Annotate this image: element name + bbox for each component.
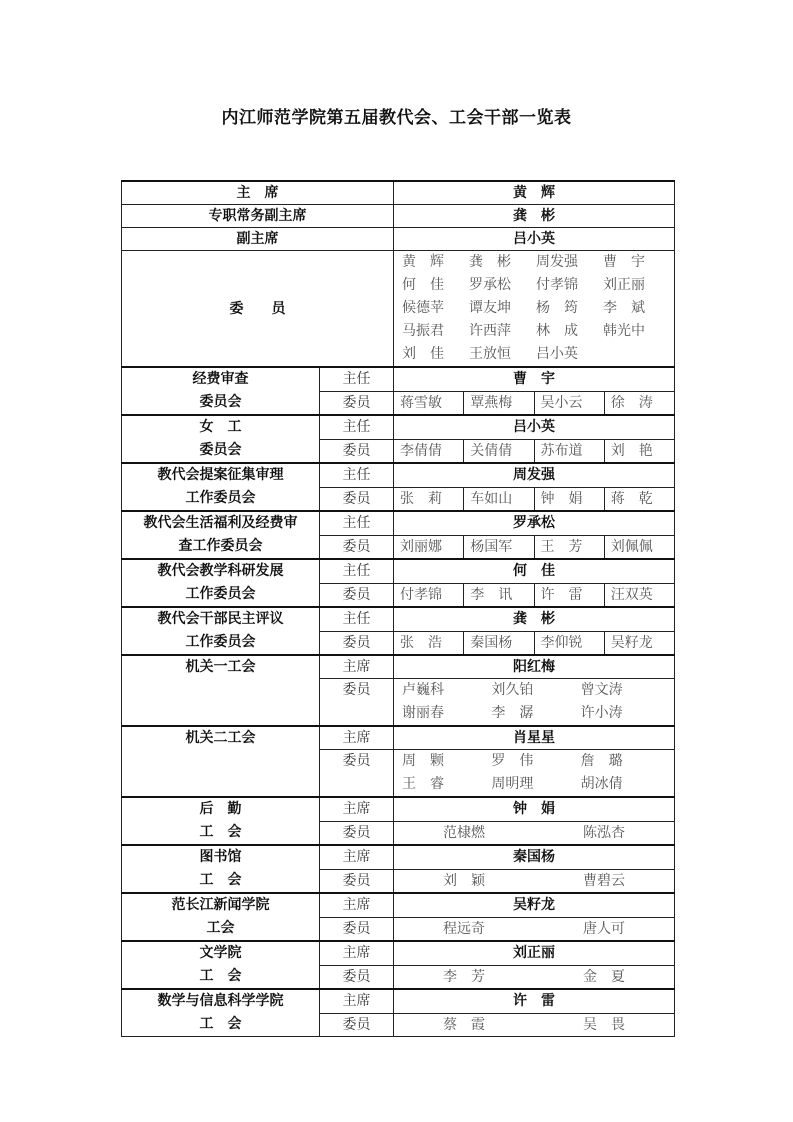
committee-members-cell [394, 535, 675, 559]
union-name: 机关一工会 [122, 655, 320, 726]
committee-name-line1: 教代会生活福利及经费审 [143, 515, 298, 531]
member-name: 刘久铂 [491, 682, 534, 698]
committee-name-line1: 教代会教学科研发展 [157, 563, 284, 579]
committee-head: 周发强 [394, 463, 675, 487]
union-name-line1: 文学院 [199, 945, 242, 961]
union-members [394, 750, 674, 796]
member-name: 吴小云 [535, 392, 605, 414]
role-label: 委员 [320, 631, 394, 655]
vice-name: 吕小英 [394, 228, 675, 251]
role-label: 主任 [320, 367, 394, 391]
member-name: 李 斌 [603, 300, 645, 316]
member-name: 林 成 [536, 323, 578, 339]
committee-members-cell [394, 487, 675, 511]
chair-name: 黄 辉 [394, 181, 675, 205]
union-name-line1: 范长江新闻学院 [171, 897, 270, 913]
union-name-line2: 工会 [206, 920, 235, 936]
union-name [122, 989, 320, 1037]
committee-head-row [122, 415, 675, 439]
committee-name-line1: 教代会干部民主评议 [157, 611, 284, 627]
member-name: 吴籽龙 [610, 634, 653, 651]
role-label: 委员 [320, 821, 394, 845]
chair-label: 主 席 [122, 181, 394, 205]
union-head: 刘正丽 [394, 941, 675, 965]
member-name: 唐人可 [583, 920, 625, 937]
vice-row [122, 228, 675, 251]
member-name: 周明理 [491, 776, 534, 792]
union-members [394, 870, 674, 892]
role-label: 主任 [320, 415, 394, 439]
member-name: 李仰锐 [535, 632, 605, 654]
union-head-row [122, 726, 675, 750]
union-head-row [122, 893, 675, 917]
member-name: 许西萍 [469, 323, 511, 339]
union-members-cell [394, 821, 675, 845]
union-members-cell [394, 1013, 675, 1037]
member-name: 程远奇 [443, 920, 485, 937]
role-label: 委员 [320, 391, 394, 415]
committee-name-line2: 委员会 [199, 442, 242, 458]
committee-members [394, 584, 674, 606]
role-label: 主席 [320, 989, 394, 1013]
member-name: 王放恒 [469, 346, 511, 362]
committee-name-line1: 经费审查 [192, 371, 249, 387]
member-name: 曹碧云 [583, 872, 625, 889]
committee-members-cell [394, 583, 675, 607]
member-name: 许小涛 [580, 705, 623, 721]
role-label: 委员 [320, 869, 394, 893]
member-name: 王 睿 [402, 776, 444, 792]
member-name: 谢丽春 [402, 705, 444, 721]
union-head: 秦国杨 [394, 845, 675, 869]
union-name [122, 797, 320, 845]
union-members-cell [394, 869, 675, 893]
union-members [394, 1014, 674, 1036]
committee-members-cell [394, 631, 675, 655]
members-grid [394, 251, 674, 366]
committee-members [394, 632, 674, 654]
member-name: 韩光中 [603, 323, 645, 339]
committee-name [122, 559, 320, 607]
committee-name-line2: 工作委员会 [185, 634, 256, 650]
member-name: 付孝锦 [394, 584, 464, 606]
union-name-line2: 工 会 [199, 968, 242, 984]
member-name: 龚 彬 [469, 254, 511, 270]
member-name: 徐 涛 [610, 394, 653, 411]
member-name: 黄 辉 [402, 254, 444, 270]
role-label: 委员 [320, 965, 394, 989]
member-name: 卢巍科 [402, 682, 444, 698]
role-label: 委员 [320, 535, 394, 559]
exec-vice-label: 专职常务副主席 [122, 205, 394, 228]
union-head: 吴籽龙 [394, 893, 675, 917]
member-name: 刘正丽 [603, 277, 645, 293]
member-name: 蒋 乾 [610, 490, 653, 507]
member-name: 马振君 [402, 323, 444, 339]
committee-members-cell [394, 439, 675, 463]
member-name: 许 雷 [535, 584, 605, 606]
committee-name-line1: 女 工 [199, 419, 242, 435]
union-head-row [122, 655, 675, 679]
page-title: 内江师范学院第五届教代会、工会干部一览表 [221, 108, 572, 128]
committee-name-line2: 工作委员会 [185, 586, 256, 602]
member-name: 张 浩 [394, 632, 464, 654]
member-name: 杨国军 [464, 536, 534, 558]
union-head-row [122, 845, 675, 869]
member-name: 何 佳 [402, 277, 444, 293]
committee-head: 曹 宇 [394, 367, 675, 391]
committee-members [394, 488, 674, 510]
role-label: 委员 [320, 917, 394, 941]
members-label: 委 员 [122, 251, 394, 368]
union-name-line1: 后 勤 [199, 801, 242, 817]
union-head: 许 雷 [394, 989, 675, 1013]
member-name: 汪双英 [610, 586, 653, 603]
committee-members-cell [394, 391, 675, 415]
member-name: 李 芳 [443, 968, 485, 985]
committee-name [122, 367, 320, 415]
union-name-line2: 工 会 [199, 824, 242, 840]
role-label: 委员 [320, 1013, 394, 1037]
member-name: 金 夏 [583, 968, 625, 985]
member-name: 关倩倩 [464, 440, 534, 462]
committee-head: 龚 彬 [394, 607, 675, 631]
cadre-table [121, 180, 675, 1037]
union-members [394, 966, 674, 988]
union-members-cell [394, 917, 675, 941]
committee-name [122, 463, 320, 511]
member-name: 曾文涛 [580, 682, 623, 698]
member-name: 吴 畏 [583, 1016, 625, 1033]
member-name: 詹 璐 [580, 753, 623, 769]
union-members-cell [394, 965, 675, 989]
member-name: 陈泓杏 [583, 824, 625, 841]
committee-head-row [122, 607, 675, 631]
union-head-row [122, 989, 675, 1013]
role-label: 委员 [320, 439, 394, 463]
member-name: 吕小英 [536, 346, 578, 362]
committee-head-row [122, 463, 675, 487]
member-name: 刘 艳 [610, 442, 653, 459]
members-row [122, 251, 675, 368]
role-label: 主席 [320, 893, 394, 917]
committee-name-line1: 教代会提案征集审理 [157, 467, 284, 483]
union-head-row [122, 941, 675, 965]
committee-name-line2: 工作委员会 [185, 490, 256, 506]
union-members [394, 918, 674, 940]
role-label: 主席 [320, 845, 394, 869]
union-name-line1: 数学与信息科学学院 [157, 993, 284, 1009]
member-name: 张 莉 [394, 488, 464, 510]
union-members-cell [394, 679, 675, 727]
committee-head: 罗承松 [394, 511, 675, 535]
committee-head: 何 佳 [394, 559, 675, 583]
union-name-line1: 图书馆 [199, 849, 242, 865]
member-name: 车如山 [464, 488, 534, 510]
member-name: 李倩倩 [394, 440, 464, 462]
committee-name-line2: 委员会 [199, 394, 242, 410]
member-name: 付孝锦 [536, 277, 578, 293]
committee-name [122, 415, 320, 463]
member-name: 刘佩佩 [610, 538, 653, 555]
union-name: 机关二工会 [122, 726, 320, 797]
member-name: 李 潺 [491, 705, 534, 721]
committee-head-row [122, 367, 675, 391]
member-name: 罗承松 [469, 277, 511, 293]
member-name: 覃燕梅 [464, 392, 534, 414]
member-name: 罗 伟 [491, 753, 534, 769]
committee-members [394, 392, 674, 414]
union-members-cell [394, 750, 675, 798]
member-name: 范棣燃 [443, 824, 485, 841]
exec-vice-name: 龚 彬 [394, 205, 675, 228]
member-name: 刘 佳 [402, 346, 444, 362]
member-name: 刘丽娜 [394, 536, 464, 558]
role-label: 主席 [320, 797, 394, 821]
role-label: 委员 [320, 750, 394, 798]
member-name: 蒋雪敏 [394, 392, 464, 414]
union-head: 钟 娟 [394, 797, 675, 821]
role-label: 委员 [320, 679, 394, 727]
member-name: 谭友坤 [469, 300, 511, 316]
union-members [394, 822, 674, 844]
union-head-row [122, 797, 675, 821]
role-label: 主任 [320, 463, 394, 487]
union-members [394, 679, 674, 725]
role-label: 主席 [320, 726, 394, 750]
chair-row [122, 181, 675, 205]
union-name-line2: 工 会 [199, 1016, 242, 1032]
member-name: 周发强 [536, 254, 578, 270]
member-name: 钟 娟 [535, 488, 605, 510]
member-name: 刘 颖 [443, 872, 485, 889]
union-head: 阳红梅 [394, 655, 675, 679]
role-label: 主席 [320, 655, 394, 679]
member-name: 苏布道 [535, 440, 605, 462]
union-name-line2: 工 会 [199, 872, 242, 888]
role-label: 主任 [320, 559, 394, 583]
member-name: 曹 宇 [603, 254, 645, 270]
committee-head-row [122, 511, 675, 535]
role-label: 主任 [320, 511, 394, 535]
member-name: 蔡 霞 [443, 1016, 485, 1033]
union-head: 肖星星 [394, 726, 675, 750]
union-name [122, 845, 320, 893]
union-name [122, 893, 320, 941]
committee-members [394, 536, 674, 558]
role-label: 主席 [320, 941, 394, 965]
role-label: 委员 [320, 583, 394, 607]
committee-name [122, 607, 320, 655]
role-label: 委员 [320, 487, 394, 511]
member-name: 周 颗 [402, 753, 444, 769]
member-name: 杨 筠 [536, 300, 578, 316]
member-name: 候德苹 [402, 300, 444, 316]
committee-name-line2: 查工作委员会 [178, 538, 263, 554]
member-name: 王 芳 [535, 536, 605, 558]
committee-head-row [122, 559, 675, 583]
member-name: 秦国杨 [464, 632, 534, 654]
union-name [122, 941, 320, 989]
vice-label: 副主席 [122, 228, 394, 251]
exec-vice-row [122, 205, 675, 228]
member-name: 胡冰倩 [580, 776, 623, 792]
member-name: 李 讯 [464, 584, 534, 606]
committee-head: 吕小英 [394, 415, 675, 439]
role-label: 主任 [320, 607, 394, 631]
committee-members [394, 440, 674, 462]
committee-name [122, 511, 320, 559]
